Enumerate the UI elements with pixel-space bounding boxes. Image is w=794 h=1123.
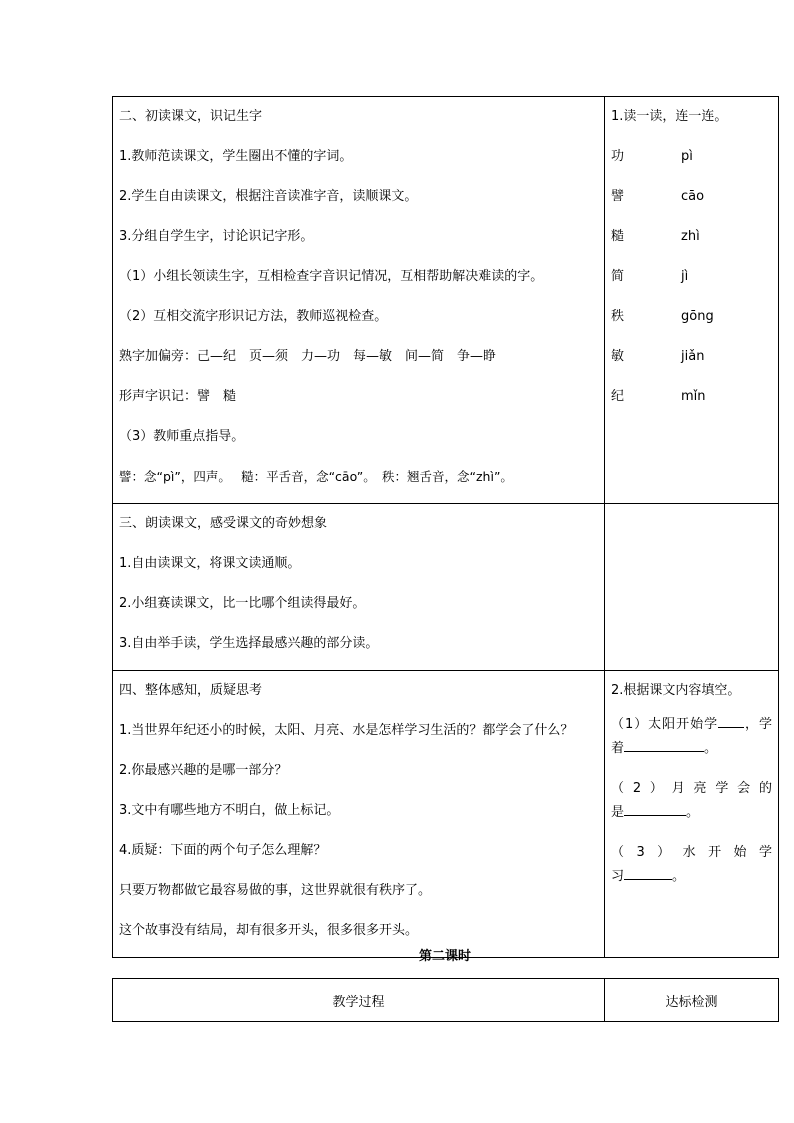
fill-blank[interactable] <box>624 737 704 752</box>
match-pinyin: pì <box>681 149 693 164</box>
fill-q1-text-c: 着 <box>611 741 625 756</box>
lesson2-header-table <box>112 978 779 1022</box>
empty-cell <box>605 504 779 671</box>
match-char: 纪 <box>611 389 625 404</box>
section2-heading: 二、初读课文，识记生字 <box>119 109 263 124</box>
match-row <box>611 339 772 379</box>
fill-q1-text-b: ，学 <box>744 717 772 732</box>
fill-q3-text-c: 。 <box>672 869 686 884</box>
section4-heading: 四、整体感知，质疑思考 <box>119 683 263 698</box>
match-row <box>611 299 772 339</box>
match-row <box>611 259 772 299</box>
fill-q3-text-b: 习 <box>611 869 625 884</box>
section-row-3 <box>113 504 779 671</box>
section2-step-1: 1.教师范读课文，学生圈出不懂的字词。 <box>119 149 353 164</box>
match-pinyin: zhì <box>681 229 700 244</box>
section2-sub-2: （2）互相交流字形识记方法，教师巡视检查。 <box>119 309 388 324</box>
lesson2-title: 第二课时 <box>418 949 471 964</box>
section3-cell <box>113 504 605 671</box>
match-pinyin: gōng <box>681 309 714 324</box>
match-row <box>611 219 772 259</box>
exercise2-title: 2.根据课文内容填空。 <box>611 683 741 698</box>
fill-q3-line1: （3）水开始学 <box>611 845 772 860</box>
exercise1-cell <box>605 97 779 504</box>
section2-sub-3: （3）教师重点指导。 <box>119 429 245 444</box>
fill-q2-text-b: 是 <box>611 805 625 820</box>
section2-radicals: 熟字加偏旁：己—纪 页—须 力—功 每—敏 间—简 争—睁 <box>119 349 497 364</box>
fill-blank[interactable] <box>624 801 686 816</box>
fill-q2-line2 <box>611 801 772 825</box>
fill-blank[interactable] <box>624 865 672 880</box>
section4-question-1: 1.当世界年纪还小的时候，太阳、月亮、水是怎样学习生活的？都学会了什么？ <box>119 723 574 738</box>
section4-sentence-1: 只要万物都做它最容易做的事，这世界就很有秩序了。 <box>119 883 432 898</box>
fill-q1-text-d: 。 <box>704 741 718 756</box>
exercise2-cell <box>605 671 779 958</box>
match-char: 譬 <box>611 189 625 204</box>
fill-q1-line1 <box>611 713 772 737</box>
fill-q2-line1: （2）月亮学会的 <box>611 781 772 796</box>
section4-sentence-2: 这个故事没有结局，却有很多开头，很多很多开头。 <box>119 923 419 938</box>
match-row <box>611 139 772 179</box>
match-pinyin: jiǎn <box>681 349 705 364</box>
fill-q1-text-a: （1）太阳开始学 <box>611 717 719 732</box>
section4-question-3: 3.文中有哪些地方不明白，做上标记。 <box>119 803 340 818</box>
section-row-4 <box>113 671 779 958</box>
section4-cell <box>113 671 605 958</box>
match-row <box>611 179 772 219</box>
lesson-table <box>112 96 779 958</box>
section3-step-3: 3.自由举手读，学生选择最感兴趣的部分读。 <box>119 636 379 651</box>
match-char: 糙 <box>611 229 625 244</box>
section3-heading: 三、朗读课文，感受课文的奇妙想象 <box>119 516 328 531</box>
section2-step-3: 3.分组自学生字，讨论识记字形。 <box>119 229 314 244</box>
fill-question-3 <box>611 841 772 889</box>
section2-pronunciation: 譬：念“pì”，四声。 糙：平舌音，念“cāo”。 秩：翘舌音，念“zhì”。 <box>119 469 513 484</box>
section4-question-4: 4.质疑：下面的两个句子怎么理解？ <box>119 843 327 858</box>
match-char: 功 <box>611 149 625 164</box>
match-pinyin: jì <box>681 269 689 284</box>
fill-blank[interactable] <box>718 713 744 728</box>
section2-step-2: 2.学生自由读课文，根据注音读准字音，读顺课文。 <box>119 189 418 204</box>
section4-question-2: 2.你最感兴趣的是哪一部分？ <box>119 763 288 778</box>
section2-cell <box>113 97 605 504</box>
match-pinyin: cāo <box>681 189 705 204</box>
fill-q3-line2 <box>611 865 772 889</box>
fill-question-1 <box>611 713 772 761</box>
fill-question-2 <box>611 777 772 825</box>
section-row-2 <box>113 97 779 504</box>
match-char: 秩 <box>611 309 625 324</box>
header-teaching-process: 教学过程 <box>113 979 605 1022</box>
fill-q1-line2 <box>611 737 772 761</box>
match-row <box>611 379 772 419</box>
match-char: 敏 <box>611 349 625 364</box>
header-assessment: 达标检测 <box>605 979 779 1022</box>
section2-phonetic: 形声字识记：譬 糙 <box>119 389 237 404</box>
match-pinyin: mǐn <box>681 389 706 404</box>
match-char: 简 <box>611 269 625 284</box>
section3-step-2: 2.小组赛读课文，比一比哪个组读得最好。 <box>119 596 366 611</box>
section2-sub-1: （1）小组长领读生字，互相检查字音识记情况，互相帮助解决难读的字。 <box>119 269 544 284</box>
fill-q2-text-c: 。 <box>686 805 700 820</box>
section3-step-1: 1.自由读课文，将课文读通顺。 <box>119 556 301 571</box>
exercise1-title: 1.读一读，连一连。 <box>611 109 728 124</box>
